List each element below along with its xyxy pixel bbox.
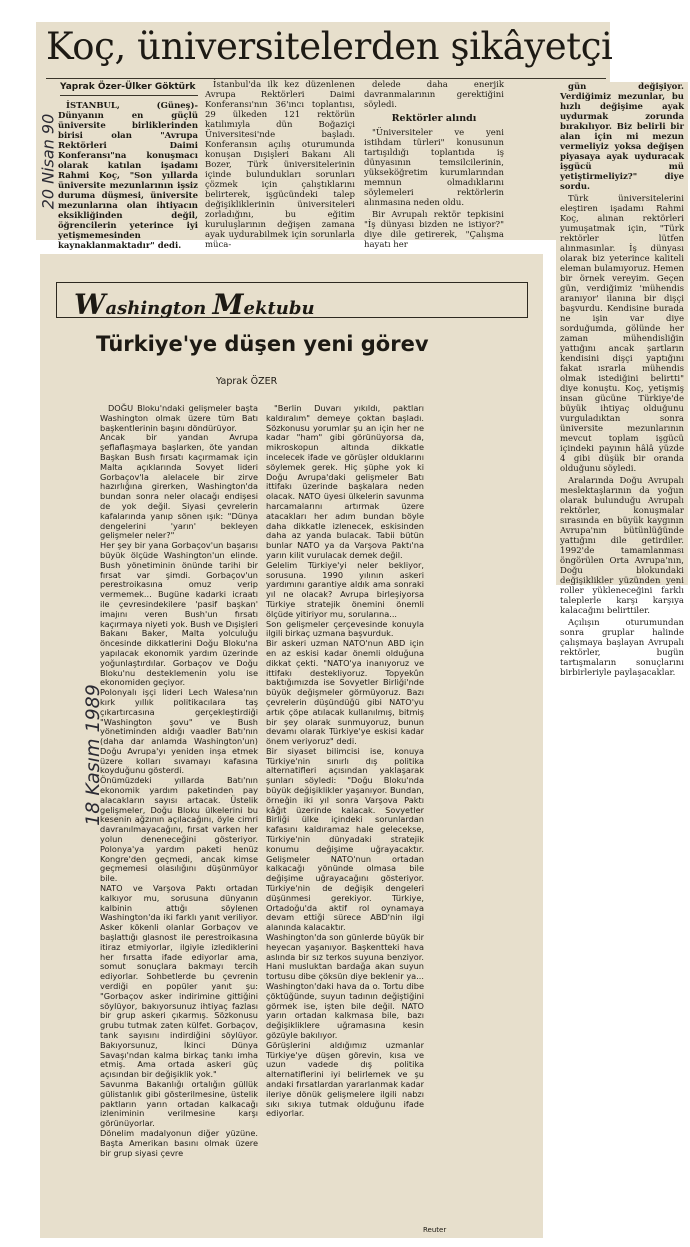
- headline: Türkiye'ye düşen yeni görev: [96, 332, 429, 356]
- column-text: "Üniversiteler ve yeni istihdam türleri" konusunun tartışıldığı toplantıda iş dünyasının temsilcilerinin, yükseköğretim kurumlarından memnun olmadıklarını söylemeleri rektörlerin alınmasına neden oldu.: [364, 128, 504, 208]
- text-column-2: [205, 80, 355, 250]
- text-column-4: [560, 82, 684, 678]
- column-text: delede daha enerjik davranmalarının gerektiğini söyledi.: [364, 80, 504, 110]
- newspaper-clipping-koc: [36, 22, 613, 251]
- column-text: gün değişiyor. Verdiğimiz mezunlar, bu hızlı değişime ayak uydurmak zorunda bırakılıyor. Biz belirli bir alan için mi mezun vermeliyiz yoksa değişen piyasaya ayak uyduracak işgücü mü yetiştirmeliyiz?" diye sordu.: [560, 82, 684, 192]
- column-text: "Berlin Duvarı yıkıldı, paktları kaldıralım" demeye çoktan başladı. Sözkonusu yorumlar şu an için her ne kadar "ham" gibi görünüyorsa da, mikroskopun altında dikkatle incelecek ifade ve görüşler olduklarını söylemek gerek. Hiç şüphe yok ki Doğu Avrupa'daki gelişmeler Batı ittifakı üzerinde başkalara neden olacak. NATO üyesi ülkelerin savunma harcamalarını artırmak üzere atacakları her adım bundan böyle daha dikkatle izlenecek, eskisinden daha az yanda bulacak. Tabii bütün bunlar NATO ya da Varşova Paktı'na yarın kilit vurulacak demek değil. Gelelim Türkiye'yi neler bekliyor, sorusuna. 1990 yılının askeri yardımını garantiye aldık ama sonraki yıl ne olacak? Avrupa birleşiyorsa Türkiye stratejik önemini önemli ölçüde yitiriyor mu, sorularına... Son gelişmeler çerçevesinde konuyla ilgili birkaç uzmana başvurduk. Bir askeri uzman NATO'nun ABD için en az eskisi kadar önemli olduğuna dikkat çekti. "NATO'ya inanıyoruz ve ittifakı destekliyoruz. Topyekûn baktığımızda ise Sovyetler Birliği'nde büyük değişmeler görmüyoruz. Bazı çevrelerin düşündüğü gibi NATO'yu artık çöpe atılacak kullanılmış, bitmiş bir şey olarak sunmuyoruz, bunun devamı olarak Türkiye'ye eskisi kadar önem veriyoruz" dedi. Bir siyaset bilimcisi ise, konuya Türkiye'nin sınırlı dış politika alternatifleri açısından yaklaşarak şunları söyledi: "Doğu Bloku'nda büyük değişiklikler yaşanıyor. Bundan, örneğin iki yıl sonra Varşova Paktı kâğıt üzerinde kalacak. Sovyetler Birliği ülke içindeki sorunlardan kafasını kaldıramaz hale gelecekse, Türkiye'nin dünyadaki stratejik konumu değişime uğrayacaktır. Gelişmeler NATO'nun ortadan kalkacağı yönünde olmasa bile değişime uğrayacağını gösteriyor. Türkiye'nin de değişik dengeleri düşünmesi gerekiyor. Türkiye, Ortadoğu'da aktif rol oynamaya devam ettiği sürece ABD'nin ilgi alanında kalacaktır. Washington'da son günlerde büyük bir heyecan yaşanıyor. Başkentteki hava aslında bir sız terkos suyuna benziyor. Hani musluktan bardağa akan suyun tortusu dibe çöksün diye beklenir ya... Washington'daki hava da o. Tortu dibe çöktüğünde, suyun tadının değiştiğini görmek ise, işten bile değil. NATO yarın ortadan kalkmasa bile, bazı değişikliklere uğramasına kesin gözüyle bakılıyor. Görüşlerini aldığımız uzmanlar Türkiye'ye düşen görevin, kısa ve uzun vadede dış politika alternatiflerini iyi belirlemek ve şu andaki fırsatlardan yararlanmak kadar ileriye dönük gelişmelere ilgili nabzı sıkı sıkıya tutmak olduğunu ifade ediyorlar.: [266, 403, 424, 1119]
- column-text: Aralarında Doğu Avrupalı meslektaşlarının da yoğun olarak bulunduğu Avrupalı rektörler, konuşmalar sırasında en büyük kaygının Avrupa'nın bütünlüğünde yattığını dile getirdiler. 1992'de tamamlanması öngörülen Orta Avrupa'nın, Doğu blokundaki değişiklikler yüzünden yeni roller yükleneceğini farklı taleplerle karşı karşıya kalacağını belirttiler.: [560, 476, 684, 616]
- column-text: Türk üniversitelerini eleştiren işadamı Rahmi Koç, alınan rektörleri yumuşatmak için, "Türk rektörler lütfen alınmasınlar. İş dünyası olarak biz yeterince kaliteli eleman bulamıyoruz. Hemen bir örnek vereyim. Geçen gün, verdiğimiz 'mühendis aranıyor' ilanına bir dişçi başvurdu. Kendisine burada ne işin var diye sorduğumda, gölünde her zaman mühendisliğin yattığını ancak şartların kendisini dişçi yaptığını fakat ısrarla mühendis olmak istediğini belirtti" diye konuştu. Koç, yetişmiş insan gücüne Türkiye'de büyük ihtiyaç olduğunu vurguladıktan sonra üniversite mezunlarının mevcut toplam işgücü içindeki payının hâlâ yüzde 4 gibi düşük bir oranda olduğunu söyledi.: [560, 194, 684, 474]
- column-text: İstanbul'da ilk kez düzenlenen Avrupa Rektörleri Daimi Konferansı'nın 36'ıncı toplantısı, 29 ülkeden 121 rektörün katılımıyla dün Boğaziçi Üniversitesi'nde başladı. Konferansın açılış oturumunda konuşan Dışişleri Bakanı Ali Bozer, Türk üniversitelerinin içinde bulundukları sorunları çözmek için çalıştıklarını belirterek, işgücündeki talep değişikliklerinin üniversiteleri zorladığını, bu eğitim kuruluşlarının değişen zamana ayak uydurabilmek için sorunlarla müca-: [205, 80, 355, 250]
- handwritten-date: 18 Kasım 1989: [81, 684, 104, 826]
- column-title-text: ektubu: [243, 298, 315, 319]
- photo-credit: Reuter: [423, 1226, 447, 1234]
- column-title-text: ashington: [105, 298, 213, 319]
- text-column-1: [100, 404, 258, 1234]
- headline: Koç, üniversitelerden şikâyetçi: [46, 25, 613, 68]
- headline-rule: [46, 78, 606, 79]
- handwritten-date: 20 Nisan 90: [38, 113, 58, 210]
- byline: Yaprak ÖZER: [216, 376, 278, 387]
- column-text: Açılışın oturumundan sonra gruplar halinde çalışmaya başlayan Avrupalı rektörler, bugün tartışmaların sonuçlarını birbirleriyle paylaşacaklar.: [560, 618, 684, 678]
- newspaper-clipping-koc-continued: [556, 82, 688, 678]
- column-text: DOĞU Bloku'ndaki gelişmeler başta Washington olmak üzere tüm Batı başkentlerinin başını döndürüyor. Ancak bir yandan Avrupa şeflaflaşmaya başlarken, öte yandan Başkan Bush fırsatı kaçırmamak için Malta açıklarında Sovyet lideri Gorbaçov'la alelacele bir zirve hazırlığına girerken, Washington'da bundan sonra neler olacağı endişesi de yok değil. Siyasi çevrelerin kafalarında yanıp sönen ışık: "Dünya dengelerini 'yarın' bekleyen gelişmeler neler?" Her şey bir yana Gorbaçov'un başarısı büyük ölçüde Washington'un elinde. Bush yönetiminin önünde tarihi bir fırsat var şimdi. Gorbaçov'un perestroikasına omuz verip vermemek... Bugüne kadarki icraatı ile çevresindekilere 'pasif başkan' imajını veren Bush'un fırsatı kaçırmaya niyeti yok. Bush ve Dışişleri Bakanı Baker, Malta yolculuğu öncesinde dikkatlerini Doğu Bloku'na yapılacak ekonomik yardım üzerinde yoğunlaştırdılar. Gorbaçov ve Doğu Bloku'nu desteklemenin yolu ise ekonomiden geçiyor. Polonyalı işçi lideri Lech Walesa'nın kırk yıllık politikacılara taş çıkartırcasına gerçekleştirdiği "Washington şovu" ve Bush yönetiminden aldığı vaadler Batı'nın (daha dar anlamda Washington'un) Doğu Avrupa'yı yeniden inşa etmek üzere kolları sıvamayı kafasına koyduğunu gösterdi. Önümüzdeki yıllarda Batı'nın ekonomik yardım paketinden pay alacakların sayısı artacak. Üstelik gelişmeler, Doğu Bloku ülkelerini bu kesenin ağzının açılacağını, öyle cimri davranılmayacağını, fırsat varken her yolun deneneceğini gösteriyor. Polonya'ya yardım paketi henüz Kongre'den geçmedi, ancak kimse geçmemesi olasılığını düşünmüyor bile. NATO ve Varşova Paktı ortadan kalkıyor mu, sorusuna dünyanın kalbinin attığı söylenen Washington'da iki farklı yanıt veriliyor. Asker kökenli olanlar Gorbaçov ve başlattığı glasnost ile perestroikasına itiraz etmiyorlar, ilgiyle izlediklerini her fırsatta ifade ediyorlar ama, somut sonuçlara bakmayı tercih ediyorlar. Sohbetlerde bu çevrenin verdiği en popüler yanıt şu: "Gorbaçov asker indirimine gittiğini söylüyor, bakıyorsunuz ihtiyaç fazlası bir grup askeri çıkarmış. Sözkonusu grubu tutmak zaten külfet. Gorbaçov, tank sayısını indirdiğini söylüyor. Bakıyorsunuz, İkinci Dünya Savaşı'ndan kalma birkaç tankı imha etmiş. Ama ortada askeri güç açısından bir değişiklik yok." Savunma Bakanlığı ortalığın güllük gülistanlık gibi gösterilmesine, üstelik paktların yarın ortadan kalkacağı izleniminin verilmesine karşı görünüyorlar. Dönelim madalyonun diğer yüzüne. Başta Amerikan basını olmak üzere bir grup siyasi çevre: [100, 403, 258, 1158]
- text-column-1: [58, 101, 198, 251]
- column-title: [74, 288, 315, 321]
- column-text: Bir Avrupalı rektör tepkisini "İş dünyası bizden ne istiyor?" diye dile getirerek, "Çalışma hayatı her: [364, 210, 504, 250]
- text-column-2: [266, 404, 424, 1234]
- column-title-initial: W: [74, 288, 106, 321]
- column-text: İSTANBUL, (Güneş)- Dünyanın en güçlü üniversite birliklerinden birisi olan "Avrupa Rektörleri Daimi Konferansı"na konuşmacı olarak katılan işadamı Rahmi Koç, "Son yıllarda üniversite mezunlarının işsiz duruma düşmesi, üniversite mezunlarına olan ihtiyacın eksikliğinden değil, öğrencilerin yeterince iyi yetişmemesinden kaynaklanmaktadır" dedi.: [58, 101, 198, 251]
- text-column-3: [364, 80, 504, 250]
- subheading: Rektörler alındı: [391, 113, 477, 124]
- byline-rule: [60, 95, 198, 96]
- byline: Yaprak Özer-Ülker Göktürk: [60, 82, 196, 92]
- newspaper-clipping-washington: [40, 254, 543, 1238]
- column-title-initial: M: [212, 288, 244, 321]
